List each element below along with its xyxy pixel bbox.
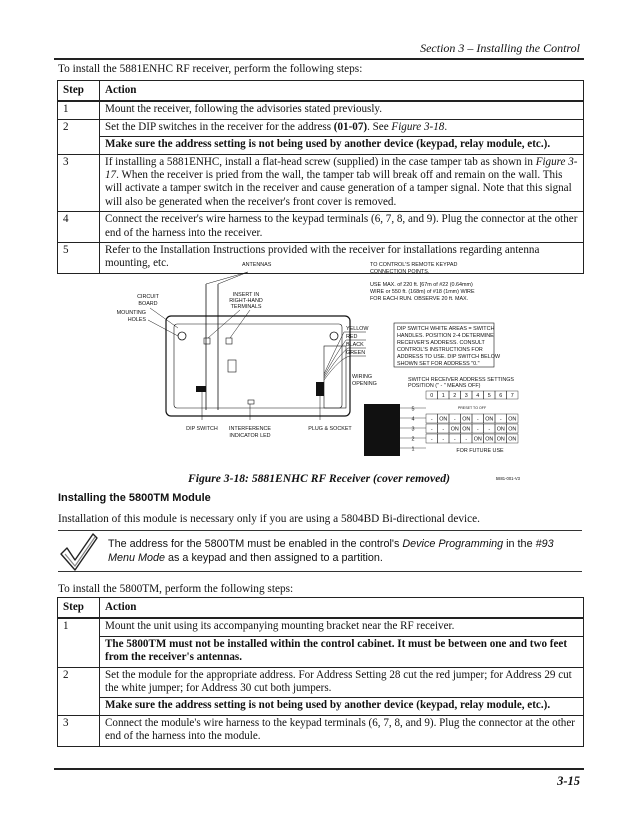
intro-text: To install the 5881ENHC RF receiver, perform the following steps: (58, 63, 363, 75)
steps-table-5800tm (57, 597, 584, 747)
label-dip-switch: DIP SWITCH (186, 426, 218, 432)
table-header-row (58, 81, 584, 102)
figure-caption: Figure 3-18: 5881ENHC RF Receiver (cover removed) (188, 472, 450, 485)
address-header: 1 (441, 393, 445, 399)
label-insert-in: RIGHT-HAND (229, 298, 263, 304)
preset-label: PRESET TO OFF (457, 406, 487, 410)
dip-cell-value: ON (496, 426, 505, 433)
table-row (58, 618, 584, 667)
dip-cell-value: ON (508, 426, 517, 433)
table-header-row (58, 598, 584, 619)
label-antennas: ANTENNAS (242, 262, 272, 268)
dip-cell-value: - (430, 436, 433, 443)
mounting-hole (330, 332, 338, 340)
step-action: Set the module for the appropriate address. For Address Setting 28 cut the red jumper; for Address 29 cut the white jumper; for Address 30 cut both jumpers. Make sure the address setting is not being used by another device (keypad, relay module, etc.). (100, 667, 584, 715)
dip-cell-value: - (453, 436, 456, 443)
label-insert-in: INSERT IN (232, 292, 260, 298)
step-action: If installing a 5881ENHC, install a flat-head screw (supplied) in the case tamper tab as shown in Figure 3-17. When the receiver is pried from the wall, the tamper tab will break off and remain on the wall. This will activate a tamper switch in the receiver and cause generation of a tamper signal. Note that this signal will also be generated when the receiver's front cover is removed. (100, 154, 584, 212)
label-mounting-holes: MOUNTING (116, 310, 146, 316)
receiver-case (166, 316, 350, 416)
note-text: The address for the 5800TM must be enabled in the control's Device Programming in the #93 Menu Mode as a keypad and then assigned to a partition. (108, 538, 554, 564)
wire-label-yellow: YELLOW (346, 326, 369, 332)
dip-cell-value: - (488, 426, 491, 433)
section-heading: Installing the 5800TM Module (58, 492, 211, 504)
note-rule-top (58, 530, 582, 531)
step-action: Mount the unit using its accompanying mounting bracket near the RF receiver. The 5800TM must not be installed within the control cabinet. It must be between one and two feet from the receiver's antennas. (100, 618, 584, 667)
wire-label-red: RED (346, 334, 358, 340)
label-mounting-holes: HOLES (127, 317, 146, 323)
wire-label-green: GREEN (346, 350, 366, 356)
address-header: 7 (510, 393, 514, 399)
footer-rule (54, 768, 584, 770)
dip-cell-value: - (442, 436, 445, 443)
switch-position: 3 (411, 426, 415, 433)
address-header: 2 (453, 393, 457, 399)
dip-cell-value: - (453, 416, 456, 423)
label-insert-in: TERMINALS (230, 304, 262, 310)
dip-cell-value: ON (496, 436, 505, 443)
svg-text:HANDLES. POSITION 2-4 DETERMIN: HANDLES. POSITION 2-4 DETERMINE (397, 333, 494, 339)
dip-cell-value: ON (473, 436, 482, 443)
label-use-max: USE MAX. of 220 ft. [67m of #22 (0.64mm) (370, 282, 473, 288)
dip-cell-value: - (430, 416, 433, 423)
label-circuit-board: BOARD (138, 301, 158, 307)
page-number: 3-15 (557, 774, 580, 788)
address-header: 0 (430, 393, 434, 399)
step-action: Set the DIP switches in the receiver for the address (01-07). See Figure 3-18. Make sure the address setting is not being used by another device (keypad, relay module, etc.). (100, 119, 584, 154)
wire-label-black: BLACK (346, 342, 364, 348)
dip-cell-value: ON (450, 426, 459, 433)
svg-text:POSITION (" - " MEANS: POSITION (" - " MEANS OFF) (408, 383, 481, 389)
checkmark-icon (57, 530, 99, 574)
mounting-hole (178, 332, 186, 340)
section-header: Section 3 – Installing the Control (420, 41, 580, 55)
step-action: Connect the receiver's wire harness to the keypad terminals (6, 7, 8, and 9). Plug the connector at the other end of the harness into the receiver. (100, 212, 584, 243)
label-use-max: FOR EACH RUN. OBSERVE 20 ft. MAX. (370, 296, 469, 302)
dip-cell-value: ON (462, 426, 471, 433)
dip-cell-value: - (476, 416, 479, 423)
switch-position: 5 (411, 406, 415, 413)
wire-bundle (324, 332, 366, 380)
section-intro: Installation of this module is necessary only if you are using a 5804BD Bi-directional device. (58, 513, 480, 525)
note-rule-bottom (58, 571, 582, 572)
address-header: 5 (487, 393, 491, 399)
step-action: Refer to the Installation Instructions provided with the receiver for installations regarding antenna mounting, etc. (100, 243, 584, 274)
step-number: 1 (58, 618, 100, 667)
label-future-use: FOR FUTURE USE (456, 448, 504, 454)
figure-id: 5881-001-V3 (495, 476, 520, 481)
dip-cell-value: ON (485, 416, 494, 423)
dip-switch-block (196, 386, 206, 392)
label-interference: INTERFERENCE (229, 426, 271, 432)
plug-socket (316, 382, 324, 396)
col-action-header: Action (100, 81, 584, 102)
svg-text:ADDRESS TO USE. DIP SWITCH BEL: ADDRESS TO USE. DIP SWITCH BELOW (397, 354, 501, 360)
svg-text:SWITCH RECEIVER ADDRESS SETT: SWITCH RECEIVER ADDRESS SETTINGS (408, 377, 515, 383)
step-warning: Make sure the address setting is not being used by another device (keypad, relay module, etc.). (100, 136, 583, 151)
led (248, 400, 254, 404)
table-row (58, 119, 584, 154)
table-row (58, 667, 584, 715)
switch-position: 1 (411, 446, 415, 453)
label-to-control: CONNECTION POINTS. (370, 269, 430, 275)
step-number: 1 (58, 101, 100, 119)
dip-cell-value: - (430, 426, 433, 433)
label-plug-socket: PLUG & SOCKET (308, 426, 352, 432)
step-warning: Make sure the address setting is not being used by another device (keypad, relay module, etc.). (100, 697, 583, 712)
step-action: Connect the module's wire harness to the keypad terminals (6, 7, 8, and 9). Plug the connector at the other end of the harness into the module. (100, 715, 584, 746)
dip-cell-value: - (442, 426, 445, 433)
dip-cell-value: ON (508, 416, 517, 423)
dip-cell-value: ON (462, 416, 471, 423)
dip-settings-table (364, 377, 521, 481)
switch-position: 2 (411, 436, 415, 443)
install-5800tm-text: To install the 5800TM, perform the following steps: (58, 583, 294, 595)
label-wiring-opening: OPENING (352, 381, 377, 387)
table-row (58, 715, 584, 746)
label-use-max: WIRE or 550 ft. (168m) of #18 (1mm) WIRE (370, 289, 475, 295)
switch-position: 4 (411, 416, 415, 423)
step-number: 3 (58, 154, 100, 212)
dip-cell-value: - (465, 436, 468, 443)
label-to-control: TO CONTROL'S REMOTE KEYPAD (370, 262, 458, 268)
table-row (58, 212, 584, 243)
steps-table-5881 (57, 80, 584, 274)
address-header: 4 (476, 393, 480, 399)
svg-text:RECEIVER'S ADDRESS. CONSULT: RECEIVER'S ADDRESS. CONSULT (397, 340, 485, 346)
svg-text:SHOWN SET FOR ADDRESS "0.": SHOWN SET FOR ADDRESS "0." (397, 361, 480, 367)
step-number: 5 (58, 243, 100, 274)
dip-cell-value: - (499, 416, 502, 423)
step-warning: The 5800TM must not be installed within the control cabinet. It must be between one and two feet from the receiver's antennas. (100, 636, 583, 665)
svg-text:DIP SWITCH WHITE AREAS = SWITC: DIP SWITCH WHITE AREAS = SWITCH (397, 326, 495, 332)
step-number: 2 (58, 119, 100, 154)
step-number: 2 (58, 667, 100, 715)
col-step-header: Step (58, 81, 100, 102)
label-interference: INDICATOR LED (229, 433, 271, 439)
table-row (58, 101, 584, 119)
receiver-diagram (108, 256, 528, 488)
table-row (58, 154, 584, 212)
dip-cell-value: - (476, 426, 479, 433)
dip-cell-value: ON (508, 436, 517, 443)
col-step-header: Step (58, 598, 100, 619)
address-header: 6 (499, 393, 503, 399)
address-header: 3 (464, 393, 468, 399)
step-action: Mount the receiver, following the advisories stated previously. (100, 101, 584, 119)
label-circuit-board: CIRCUIT (137, 294, 159, 300)
svg-text:CONTROL'S INSTRUCTIONS FOR: CONTROL'S INSTRUCTIONS FOR (397, 347, 483, 353)
col-action-header: Action (100, 598, 584, 619)
header-rule (54, 58, 584, 60)
step-number: 3 (58, 715, 100, 746)
dip-cell-value: ON (485, 436, 494, 443)
label-wiring-opening: WIRING (352, 374, 373, 380)
step-number: 4 (58, 212, 100, 243)
dip-cell-value: ON (439, 416, 448, 423)
